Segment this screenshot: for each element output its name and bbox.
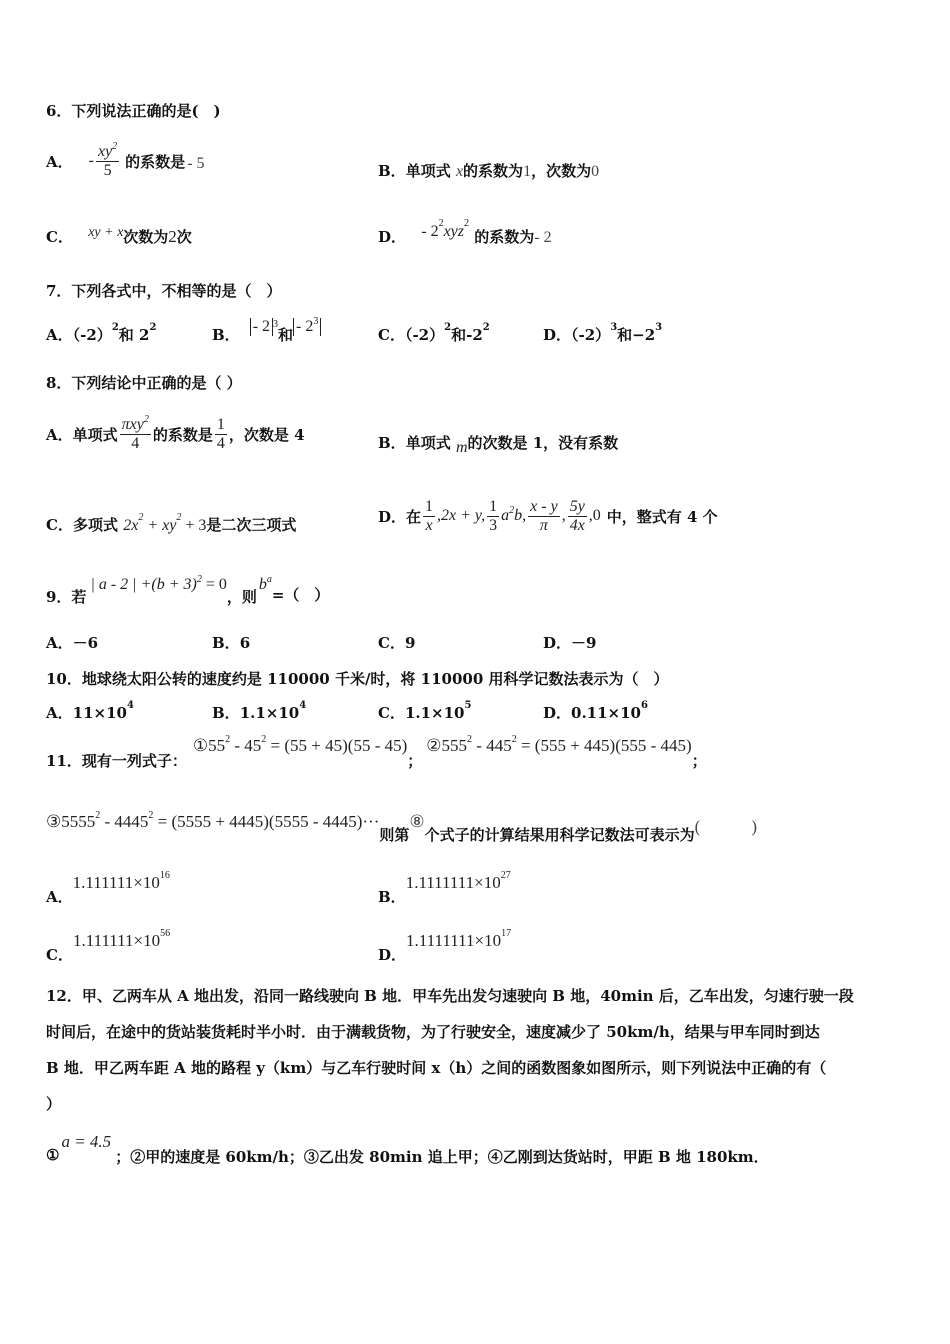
q6-a-neg: - <box>88 152 94 169</box>
q7-option-c: C．$(-2)^2$和$-2^2$ <box>378 322 490 344</box>
q6-a-num-sup: 2 <box>112 140 118 152</box>
q10-option-c: C．$1.1\times 10^5$ <box>378 700 472 722</box>
q6-b-v1: 1 <box>523 163 532 180</box>
q8-a-coef-fraction: $\frac{1}{4}$ <box>216 415 225 452</box>
q12-expr-a: a = 4.5 <box>61 1132 112 1151</box>
q12-line-1: 12．甲、乙两车从 A 地出发，沿同一路线驶向 B 地．甲车先出发匀速驶向 B 地，40min 后，乙车出发，匀速行驶一段 <box>46 987 854 1005</box>
q7-option-b: B． - 2 $^3$ 和 - $2^3$ <box>212 316 321 337</box>
q6-b-v2: 0 <box>591 163 600 180</box>
q6-b-t1: 单项式 <box>405 162 451 180</box>
q12-line-3: B 地．甲乙两车距 A 地的路程 y（km）与乙车行驶时间 x（h）之间的函数图象如图所示，则下列说法中正确的有（ <box>46 1059 827 1077</box>
q10-option-d: D．$0.11\times 10^6$ <box>543 700 648 722</box>
q6-c-v: 2 <box>168 227 177 246</box>
q6-b-var: x <box>455 163 464 180</box>
q6-d-t1: 的系数为 <box>474 228 535 246</box>
q6-c-expr: xy + x <box>88 225 124 240</box>
q7-option-d: D．$(-2)^3$和$-2^3$ <box>543 322 663 344</box>
q9-expr: | a - 2 | $+(b + 3)^2 = 0$ <box>90 574 227 593</box>
q7-option-a: A．$(-2)^2$和 $2^2$ <box>46 322 157 344</box>
q7-b-abs2: - $2^3$ <box>293 318 321 336</box>
q9-option-a: A．－6 <box>46 634 99 652</box>
q6-a-label: A． <box>46 152 73 171</box>
q6-d-v: - 2 <box>534 229 552 246</box>
q7-stem: 7．下列各式中，不相等的是（ ） <box>46 282 282 300</box>
q6-c-t2: 次 <box>176 228 192 246</box>
q11-expr-1: $①55^2 - 45^2 = (55 + 45)(55 - 45)$ <box>192 734 408 755</box>
q9-b-power: $b^a$ <box>258 574 272 593</box>
q11-stem: 11．现有一列式子： $①55^2 - 45^2 = (55 + 45)(55 - 45)$ ； $②555^2 - 445^2 = (555 + 445)(555 - 445)$ ； <box>46 734 707 770</box>
q12-line-4: ） <box>46 1095 62 1113</box>
q12-stem <box>46 978 906 1122</box>
q6-b-label: B． <box>378 162 406 180</box>
q8-option-b: B．单项式 m的次数是 1，没有系数 <box>378 434 619 456</box>
q11-option-b: B．$1.1111111\times 10^{27}$ <box>378 870 511 906</box>
q6-c-t1: 次数为 <box>123 228 169 246</box>
q12-line-2: 时间后，在途中的货站装货耗时半小时．由于满载货物，为了行驶安全，速度减少了 50km/h，结果与甲车同时到达 <box>46 1023 820 1041</box>
q6-b-t3: ，次数为 <box>531 162 592 180</box>
q9-option-c: C．9 <box>378 634 416 652</box>
q10-stem: 10．地球绕太阳公转的速度约是 110000 千米/时，将 110000 用科学记数法表示为（ ） <box>46 670 669 688</box>
q6-stem: 6．下列说法正确的是( ) <box>46 102 221 120</box>
q8-option-a: A． 单项式 $\frac{\pi xy^2}{4}$ 的系数是 $\frac{1}{4}$ ，次数是 4 <box>46 413 305 452</box>
q6-a-fraction <box>96 140 119 179</box>
q8-option-d: D． 在 $\frac{1}{x}$ ,2x + y, $\frac{1}{3}$ $a^2b$, $\frac{x - y}{\pi}$ , $\frac{5y}{4x}$ ,0 中，整式有 4 个 <box>378 497 718 534</box>
q8-c-expr: $2x^2 + xy^2 + 3$ <box>123 512 207 534</box>
q9-option-b: B．6 <box>212 634 251 652</box>
q11-expr-3: ③5555$^2$ - $4445^2 = (5555 + 4445)(5555 - 4445)\cdot\cdot\cdot$ <box>46 810 380 831</box>
q11-option-d: D．$1.1111111\times 10^{17}$ <box>378 928 512 964</box>
q9-stem: 9．若 | a - 2 | $+(b + 3)^2 = 0$ ，则 $b^a$ =（ ） <box>46 574 330 606</box>
q6-a-den: 5 <box>103 161 112 179</box>
q8-stem: 8．下列结论中正确的是（ ） <box>46 374 242 392</box>
q11-expr-2: $②555^2 - 445^2 = (555 + 445)(555 - 445)$ <box>426 734 692 755</box>
q12-statements: ① a = 4.5 ；②甲的速度是 60km/h；③乙出发 80min 追上甲；④乙刚到达货站时，甲距 B 地 180km． <box>46 1132 769 1166</box>
q6-d-label: D． <box>378 228 407 246</box>
q6-a-value: - 5 <box>187 155 205 172</box>
q6-c-label: C． <box>46 228 73 246</box>
q8-a-fraction: $\frac{\pi xy^2}{4}$ <box>121 413 149 452</box>
q6-a-num: xy <box>97 142 113 160</box>
q11-option-a: A．$1.111111\times 10^{16}$ <box>46 870 170 906</box>
q6-b-t2: 的系数为 <box>463 162 524 180</box>
q10-option-a: A．$11\times 10^4$ <box>46 700 134 722</box>
q11-option-c: C．$1.111111\times 10^{56}$ <box>46 928 171 964</box>
q6-a-text: 的系数是 <box>125 152 186 171</box>
q8-option-c: C．多项式 $2x^2 + xy^2 + 3$是二次三项式 <box>46 512 297 534</box>
q6-option-a <box>46 136 205 186</box>
q10-option-b: B．$1.1\times 10^4$ <box>212 700 307 722</box>
q9-option-d: D．－9 <box>543 634 597 652</box>
q11-line-2: ③5555$^2$ - $4445^2 = (5555 + 4445)(5555 - 4445)\cdot\cdot\cdot$ 则第 ⑧ 个式子的计算结果用科学记数法可表示为 ( ) <box>46 810 757 844</box>
q7-b-abs1: - 2 <box>250 318 273 336</box>
q6-option-c <box>46 226 192 247</box>
q6-option-b <box>378 160 599 181</box>
q6-d-expr: - $2^2xyz^2$ <box>421 218 470 240</box>
q6-option-d <box>378 218 552 247</box>
